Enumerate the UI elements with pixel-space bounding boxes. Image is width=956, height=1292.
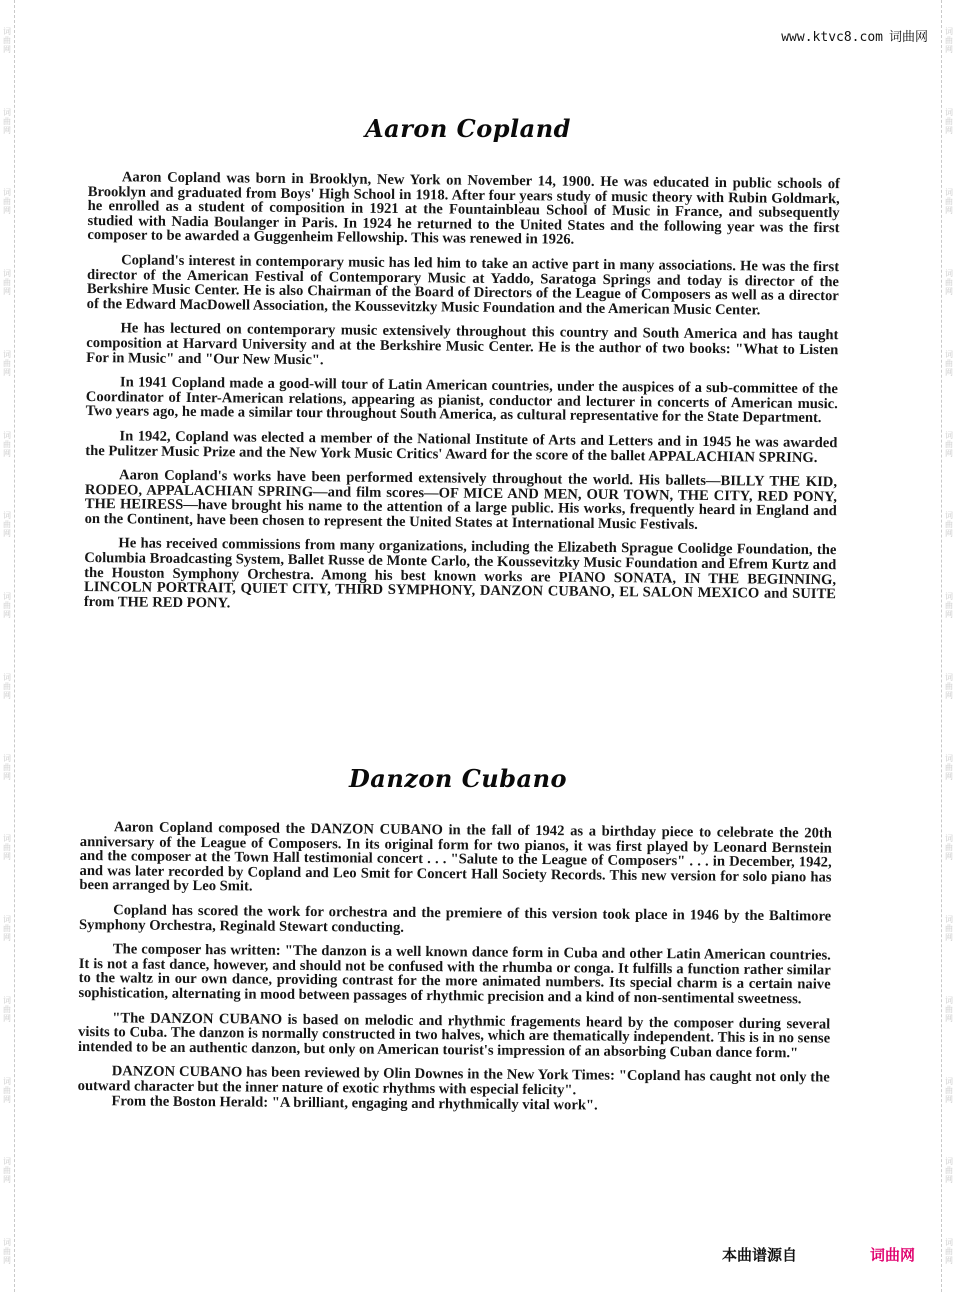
biography-text (84, 170, 840, 627)
side-watermark: 词曲网 (3, 1076, 11, 1104)
side-watermark: 词曲网 (3, 511, 11, 539)
danzon-paragraph: The composer has written: "The danzon is a well known dance form in Cuba and other Latin American countries. It is not a fast dance, however, and should not be confused with the rhumba or conga. It fulfills a function rather similar to the waltz in our own dance, providing contrast for the more animated numbers. Its special charm is a certain naive sophistication, alternating in mood between passages of rhythmic precision and a kind of non-sentimental sweetness. (78, 941, 831, 1008)
side-watermark: 词曲网 (3, 430, 11, 458)
site-url[interactable]: www.ktvc8.com (781, 30, 883, 45)
biography-paragraph: Copland's interest in contemporary music has led him to take an active part in many associations. He was the first director of the American Festival of Contemporary Music at Yaddo, Saratoga Springs and today is director of the Berkshire Music Center. He is also Chairman of the Board of Directors of the League of Composers as well as a director of the Edward MacDowell Association, the Koussevitzky Music Foundation and the American Music Center. (86, 252, 840, 319)
biography-paragraph: He has received commissions from many organizations, including the Elizabeth Sprague Coolidge Foundation, the Columbia Broadcasting System, Ballet Russe de Monte Carlo, the Koussevitzky Music Foundation and Efrem Kurtz and the Houston Symphony Orchestra. Among his best known works are PIANO SONATA, IN THE BEGINNING, LINCOLN PORTRAIT, QUIET CITY, THIRD SYMPHONY, DANZON CUBANO, EL SALON MEXICO and SUITE from THE RED PONY. (83, 535, 837, 612)
side-watermark: 词曲网 (3, 26, 11, 54)
side-watermark: 词曲网 (945, 753, 953, 781)
side-watermark: 词曲网 (3, 269, 11, 297)
side-watermark: 词曲网 (945, 915, 953, 943)
side-watermark: 词曲网 (3, 1238, 11, 1266)
side-watermark: 词曲网 (945, 269, 953, 297)
site-name[interactable]: 词曲网 (888, 30, 928, 45)
side-watermark: 词曲网 (945, 511, 953, 539)
site-header (781, 26, 928, 45)
danzon-paragraph: Copland has scored the work for orchestra and the premiere of this version took place in 1946 by the Baltimore Symphony Orchestra, Reginald Stewart conducting. (79, 902, 832, 936)
side-watermark: 词曲网 (3, 107, 11, 135)
danzon-paragraph: DANZON CUBANO has been reviewed by Olin Downes in the New York Times: "Copland has caught not only the outward character but the inner nature of exotic rhythms with especial felicity". (77, 1063, 830, 1099)
side-watermark: 词曲网 (945, 430, 953, 458)
danzon-text (77, 820, 832, 1125)
side-watermark: 词曲网 (945, 349, 953, 377)
danzon-title: Danzon Cubano (348, 764, 568, 793)
side-watermark: 词曲网 (945, 995, 953, 1023)
side-watermark: 词曲网 (945, 672, 953, 700)
side-watermark: 词曲网 (945, 1076, 953, 1104)
side-watermark: 词曲网 (3, 672, 11, 700)
side-watermark: 词曲网 (3, 995, 11, 1023)
side-watermark: 词曲网 (3, 915, 11, 943)
footer-source-label: 本曲谱源自 (722, 1246, 798, 1264)
danzon-paragraph: Aaron Copland composed the DANZON CUBANO in the fall of 1942 as a birthday piece to celebrate the 20th anniversary of the League of Composers. In its original form for two pianos, it was first played by Leonard Bernstein and the composer at the Town Hall testimonial concert . . . "Salute to the League of Composers" . . . in December, 1942, and was later recorded by Copland and Leo Smit for Concert Hall Society Records. This new version for solo piano has been arranged by Leo Smit. (79, 819, 832, 895)
side-watermark: 词曲网 (945, 1157, 953, 1185)
biography-paragraph: In 1942, Copland was elected a member of the National Institute of Arts and Letters and in 1945 he was awarded the Pulitzer Music Prize and the New York Music Critics' Award for the score of the ballet APPALACHIAN SPRING. (85, 428, 838, 466)
biography-paragraph: In 1941 Copland made a good-will tour of Latin American countries, under the auspices of a sub-committee of the Coordinator of Inter-American relations, appearing as pianist, conductor and lecturer in concerts of American music. Two years ago, he made a similar tour throughout South America, as cultural representative for the State Department. (85, 374, 839, 427)
side-watermark: 词曲网 (3, 188, 11, 216)
danzon-closing-line: From the Boston Herald: "A brilliant, engaging and rhythmically vital work". (111, 1092, 598, 1114)
side-watermark: 词曲网 (945, 26, 953, 54)
side-watermark: 词曲网 (3, 592, 11, 620)
biography-paragraph: He has lectured on contemporary music extensively throughout this country and South America and has taught composition at Harvard University and at the Berkshire Music Center. He is the author of two books: "What to Listen For in Music" and "Our New Music". (86, 320, 839, 368)
side-watermark: 词曲网 (945, 188, 953, 216)
footer-site-link[interactable]: 词曲网 (870, 1246, 916, 1264)
right-watermark-strip (941, 0, 956, 1292)
left-watermark-strip (0, 0, 15, 1292)
side-watermark: 词曲网 (3, 753, 11, 781)
side-watermark: 词曲网 (945, 107, 953, 135)
side-watermark: 词曲网 (3, 834, 11, 862)
side-watermark: 词曲网 (3, 349, 11, 377)
biography-title: Aaron Copland (365, 114, 571, 143)
danzon-paragraph: "The DANZON CUBANO is based on melodic and rhythmic fragements heard by the composer during several visits to Cuba. The danzon is normally constructed in two halves, which are thematically independent. This is in no sense intended to be an authentic danzon, but only on American tourist's impression of an absorbing Cuban dance form." (77, 1009, 831, 1061)
biography-paragraph: Aaron Copland's works have been performed extensively throughout the world. His ballets—BILLY THE KID, RODEO, APPALACHIAN SPRING—and film scores—OF MICE AND MEN, OUR TOWN, THE CITY, RED PONY, THE HEIRESS—have brought his name to the attention of a large public. His works, frequently heard in England and on the Continent, have been chosen to represent the United States at International Music Festivals. (84, 467, 838, 533)
side-watermark: 词曲网 (945, 834, 953, 862)
side-watermark: 词曲网 (3, 1157, 11, 1185)
side-watermark: 词曲网 (945, 592, 953, 620)
biography-paragraph: Aaron Copland was born in Brooklyn, New York on November 14, 1900. He was educated in public schools of Brooklyn and graduated from Boys' High School in 1918. After four years study of music theory with Rubin Goldmark, he enrolled as a student of composition in 1921 at the Fountainbleau School of Music in France, and subsequently studied with Nadia Boulanger in Paris. In 1924 he returned to the United States and the following year was the first composer to be awarded a Guggenheim Fellowship. This was renewed in 1926. (87, 169, 840, 249)
side-watermark: 词曲网 (945, 1238, 953, 1266)
